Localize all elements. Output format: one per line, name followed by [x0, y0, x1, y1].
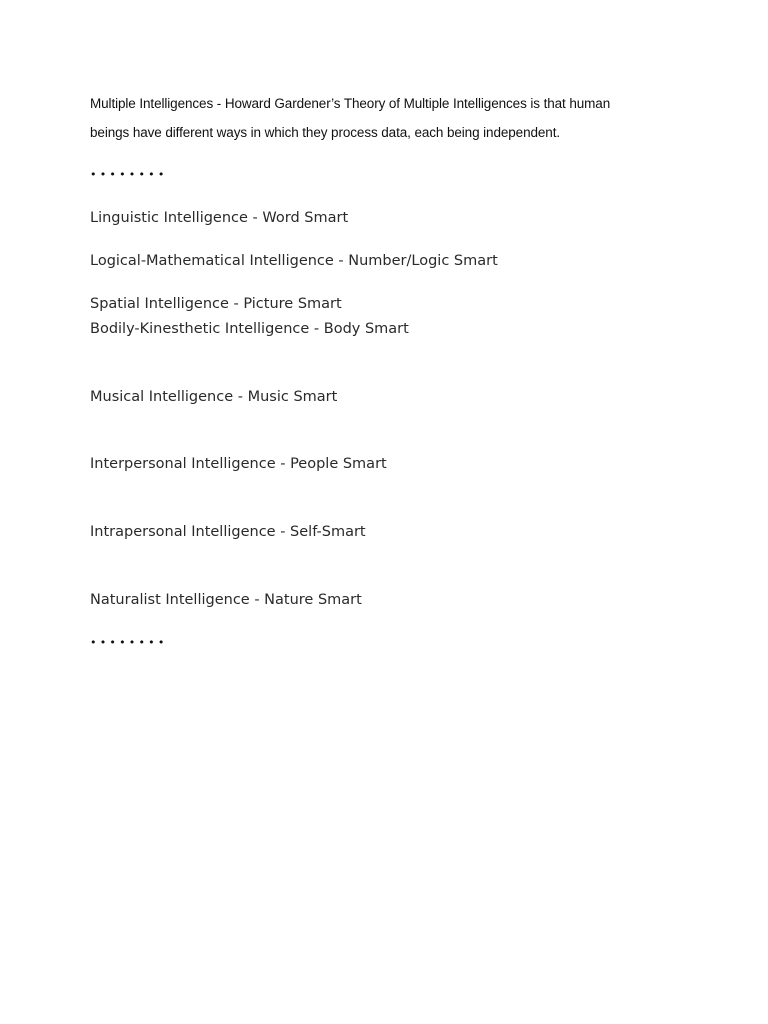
bullet-row-bottom: ••••••••	[90, 636, 168, 649]
list-item-musical: Musical Intelligence - Music Smart	[90, 389, 338, 405]
list-item-logical-mathematical: Logical-Mathematical Intelligence - Number/Logic Smart	[90, 253, 498, 269]
list-item-intrapersonal: Intrapersonal Intelligence - Self-Smart	[90, 524, 366, 540]
list-item-interpersonal: Interpersonal Intelligence - People Smart	[90, 456, 387, 472]
list-item-linguistic: Linguistic Intelligence - Word Smart	[90, 210, 349, 226]
bullet-row-top: ••••••••	[90, 168, 168, 181]
list-item-naturalist: Naturalist Intelligence - Nature Smart	[90, 592, 362, 608]
intro-paragraph	[90, 89, 660, 147]
list-item-spatial: Spatial Intelligence - Picture Smart	[90, 296, 342, 312]
list-item-bodily-kinesthetic: Bodily-Kinesthetic Intelligence - Body Smart	[90, 321, 409, 337]
intro-line-1: Multiple Intelligences - Howard Gardener’s Theory of Multiple Intelligences is that human	[90, 96, 611, 111]
intro-line-2: beings have different ways in which they process data, each being independent.	[90, 125, 561, 140]
